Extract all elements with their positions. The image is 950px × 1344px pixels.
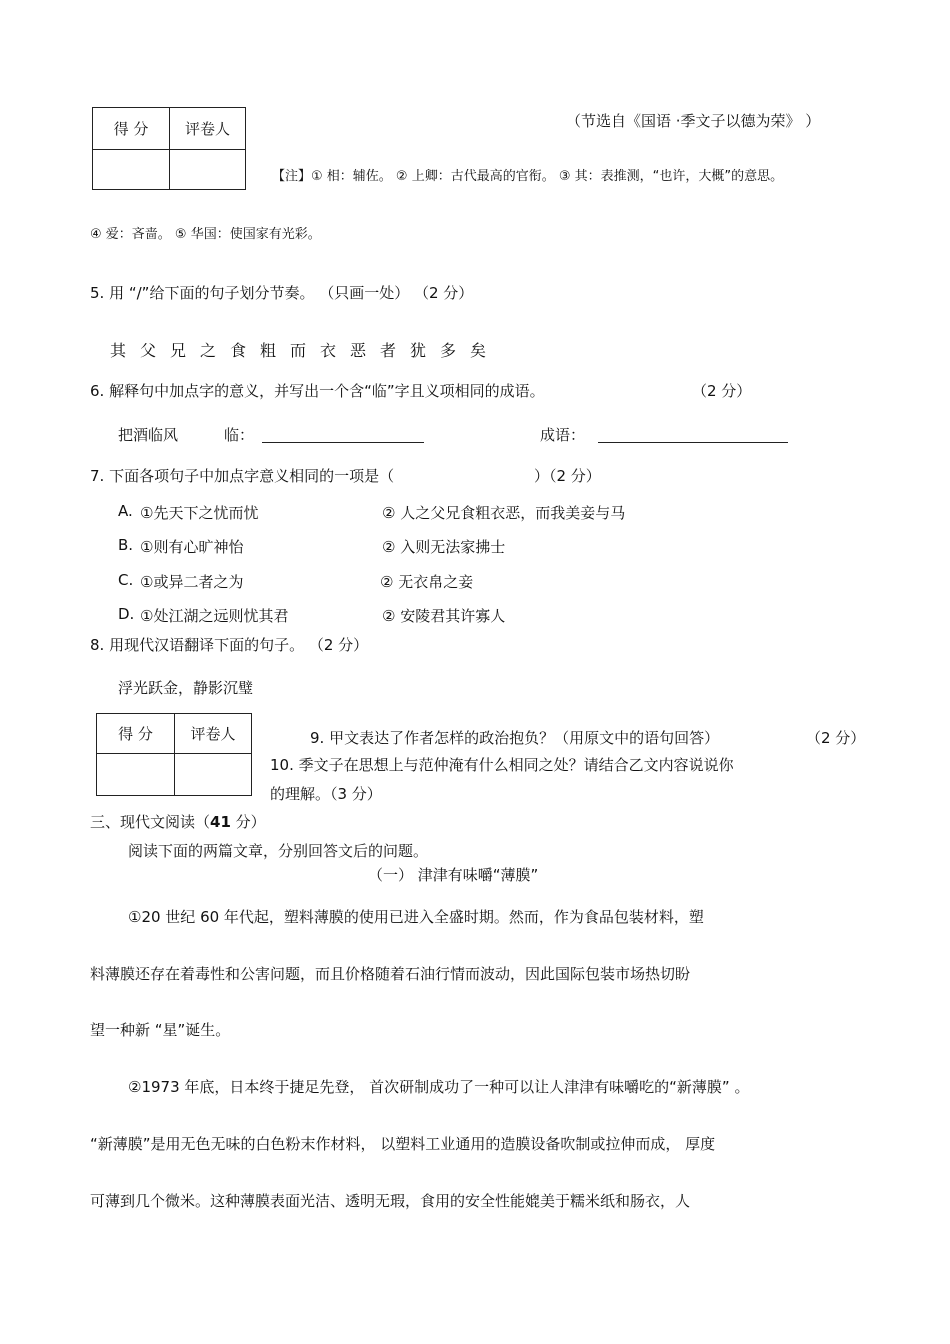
section-3-title-a: 三、现代文阅读（ xyxy=(90,813,211,831)
grader-cell[interactable] xyxy=(170,150,246,190)
section-3-points: 41 xyxy=(210,813,231,831)
question-9-points: （2 分） xyxy=(806,729,866,747)
option-a-left: ①先天下之忧而忧 xyxy=(140,504,259,522)
question-7-points: ）（2 分） xyxy=(534,467,601,485)
article-title: （一） 津津有味嚼“薄膜” xyxy=(368,866,539,884)
option-d-left: ①处江湖之远则忧其君 xyxy=(140,607,289,625)
option-b-left: ①则有心旷神怡 xyxy=(140,538,244,556)
question-10-line-1: 10. 季文子在思想上与范仲淹有什么相同之处？请结合乙文内容说说你 xyxy=(270,756,734,774)
question-8-sentence: 浮光跃金，静影沉璧 xyxy=(118,679,254,697)
option-c-left: ①或异二者之为 xyxy=(140,573,244,591)
score-label: 得 分 xyxy=(97,714,175,754)
source-note: （节选自《国语 ·季文子以德为荣》 ） xyxy=(566,112,821,130)
option-a-label[interactable]: A. xyxy=(118,502,133,520)
question-7: 7. 下面各项句子中加点字意义相同的一项是（ xyxy=(90,467,395,485)
score-cell[interactable] xyxy=(97,754,175,796)
paragraph-line: ②1973 年底，日本终于捷足先登， 首次研制成功了一种可以让人津津有味嚼吃的“新薄膜” 。 xyxy=(128,1078,750,1096)
option-d-label[interactable]: D. xyxy=(118,605,135,623)
paragraph-line: ①20 世纪 60 年代起，塑料薄膜的使用已进入全盛时期。然而，作为食品包装材料，塑 xyxy=(128,908,704,926)
grader-cell[interactable] xyxy=(175,754,252,796)
question-8: 8. 用现代汉语翻译下面的句子。 （2 分） xyxy=(90,636,369,654)
option-b-label[interactable]: B. xyxy=(118,536,134,554)
question-6-char-label: 临： xyxy=(224,426,255,444)
question-6-phrase: 把酒临风 xyxy=(118,426,179,444)
question-6: 6. 解释句中加点字的意义，并写出一个含“临”字且义项相同的成语。 xyxy=(90,382,545,400)
option-d-right: ② 安陵君其许寡人 xyxy=(382,607,506,625)
option-c-right: ② 无衣帛之妾 xyxy=(380,573,474,591)
option-a-right: ② 人之父兄食粗衣恶，而我美妾与马 xyxy=(382,504,626,522)
question-10-line-2: 的理解。（3 分） xyxy=(270,785,382,803)
option-b-right: ② 入则无法家拂士 xyxy=(382,538,506,556)
paragraph-line: 料薄膜还存在着毒性和公害问题，而且价格随着石油行情而波动，因此国际包装市场热切盼 xyxy=(90,965,691,983)
question-5: 5. 用 “/”给下面的句子划分节奏。 （只画一处） （2 分） xyxy=(90,284,474,302)
question-6-answer-line[interactable] xyxy=(262,424,424,443)
question-5-sentence: 其父兄之食粗而衣恶者犹多矣 xyxy=(110,341,501,360)
question-6-points: （2 分） xyxy=(692,382,752,400)
section-3-instruction: 阅读下面的两篇文章，分别回答文后的问题。 xyxy=(128,842,429,860)
score-cell[interactable] xyxy=(93,150,170,190)
question-6-idiom-line[interactable] xyxy=(598,424,788,443)
question-9: 9. 甲文表达了作者怎样的政治抱负？（用原文中的语句回答） xyxy=(310,729,720,747)
paragraph-line: 望一种新 “星”诞生。 xyxy=(90,1021,231,1039)
grader-label: 评卷人 xyxy=(170,108,246,150)
paragraph-line: “新薄膜”是用无色无味的白色粉末作材料， 以塑料工业通用的造膜设备吹制或拉伸而成， 厚度 xyxy=(90,1135,716,1153)
section-3-title-b: 分） xyxy=(230,813,266,831)
option-c-label[interactable]: C. xyxy=(118,571,134,589)
section-3-title xyxy=(90,811,266,832)
notes-line-1: 【注】① 相：辅佐。 ② 上卿：古代最高的官衔。 ③ 其：表推测，“也许，大概”的意思。 xyxy=(272,169,784,184)
notes-line-2: ④ 爱：吝啬。 ⑤ 华国：使国家有光彩。 xyxy=(90,227,321,242)
grader-label: 评卷人 xyxy=(175,714,252,754)
score-label: 得 分 xyxy=(93,108,170,150)
score-table-1 xyxy=(92,107,246,190)
paragraph-line: 可薄到几个微米。这种薄膜表面光洁、透明无瑕，食用的安全性能媲美于糯米纸和肠衣，人 xyxy=(90,1192,691,1210)
score-table-2 xyxy=(96,713,252,796)
question-6-idiom-label: 成语： xyxy=(540,426,586,444)
